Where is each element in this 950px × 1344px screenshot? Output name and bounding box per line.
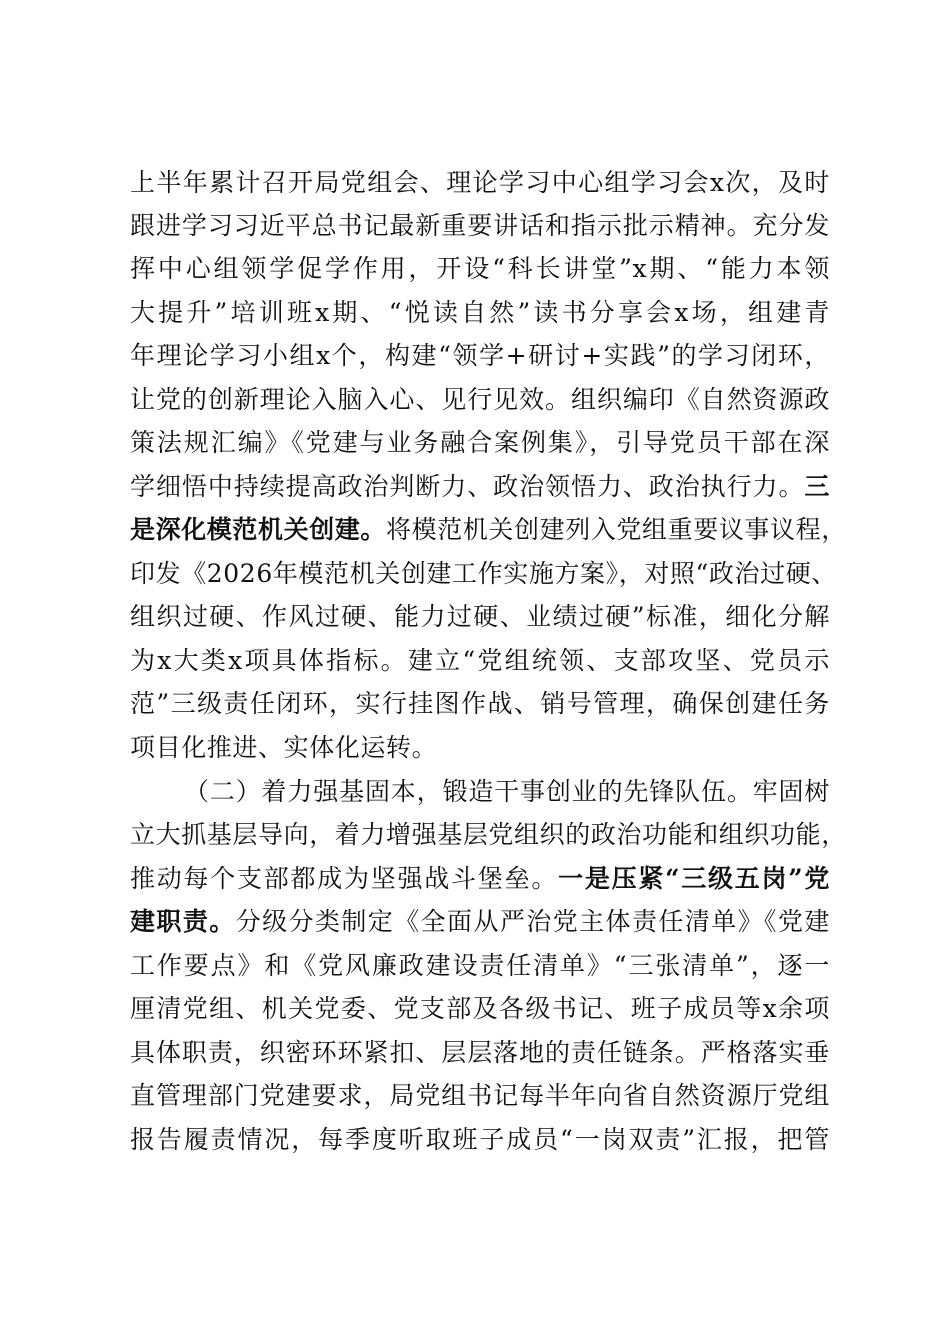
section-heading-line — [184, 772, 830, 812]
body-line — [130, 380, 830, 420]
text-run: 立大抓基层导向，着力增强基层党组织的政治功能和组织功能， — [130, 820, 847, 849]
body-line — [130, 684, 830, 724]
body-line — [130, 946, 830, 986]
text-run: 跟进学习习近平总书记最新重要讲话和指示批示精神。充分发 — [130, 211, 830, 240]
body-line — [130, 597, 830, 637]
text-run: 学细悟中持续提高政治判断力、政治领悟力、政治执行力。 — [130, 472, 805, 501]
bold-heading-run: 是深化模范机关创建。 — [130, 515, 387, 544]
body-line — [130, 510, 847, 550]
body-line — [130, 989, 830, 1029]
body-line — [130, 1076, 830, 1116]
text-run: 推动每个支部都成为坚强战斗堡垒。 — [130, 864, 559, 893]
text-run: 工作要点》和《党风廉政建设责任清单》“三张清单”，逐一 — [130, 951, 830, 980]
body-line — [130, 293, 830, 333]
body-line — [130, 641, 830, 681]
text-run: 为x大类x项具体指标。建立“党组统领、支部攻坚、党员示 — [130, 646, 830, 675]
body-line — [130, 902, 830, 942]
text-run: 让党的创新理论入脑入心、见行见效。组织编印《自然资源政 — [130, 385, 830, 414]
body-line — [130, 859, 830, 899]
text-run: 组织过硬、作风过硬、能力过硬、业绩过硬”标准，细化分解 — [130, 602, 830, 631]
body-line — [130, 423, 830, 463]
text-run: 厘清党组、机关党委、党支部及各级书记、班子成员等x余项 — [130, 994, 830, 1023]
body-line — [130, 1120, 830, 1160]
text-run: 报告履责情况，每季度听取班子成员“一岗双责”汇报，把管 — [130, 1125, 830, 1154]
text-run: 具体职责，织密环环紧扣、层层落地的责任链条。严格落实垂 — [130, 1038, 830, 1067]
text-run: 项目化推进、实体化运转。 — [130, 733, 438, 762]
body-line — [130, 163, 830, 203]
bold-heading-run: 三 — [804, 472, 830, 501]
body-line — [130, 336, 830, 376]
body-line — [130, 206, 830, 246]
text-run: 上半年累计召开局党组会、理论学习中心组学习会x次，及时 — [130, 168, 830, 197]
text-run: 印发《2026年模范机关创建工作实施方案》，对照“政治过硬、 — [130, 559, 837, 588]
text-run: 将模范机关创建列入党组重要议事议程， — [386, 515, 847, 544]
text-run: 策法规汇编》《党建与业务融合案例集》，引导党员干部在深 — [130, 428, 830, 457]
body-line — [130, 728, 830, 768]
bold-heading-run: 建职责。 — [130, 907, 236, 936]
body-line — [130, 815, 847, 855]
text-run: 范”三级责任闭环，实行挂图作战、销号管理，确保创建任务 — [130, 689, 830, 718]
bold-heading-run: 一是压紧“三级五岗”党 — [558, 864, 830, 893]
body-line — [130, 554, 837, 594]
body-line — [130, 1033, 830, 1073]
text-run: 直管理部门党建要求，局党组书记每半年向省自然资源厅党组 — [130, 1081, 830, 1110]
text-run: 挥中心组领学促学作用，开设“科长讲堂”x期、“能力本领 — [130, 254, 830, 283]
body-line — [130, 467, 830, 507]
text-run: 大提升”培训班x期、“悦读自然”读书分享会x场，组建青 — [130, 298, 830, 327]
text-run: 分级分类制定《全面从严治党主体责任清单》《党建 — [235, 907, 830, 936]
text-run: （二）着力强基固本，锻造干事创业的先锋队伍。牢固树 — [184, 777, 830, 806]
text-run: 年理论学习小组x个，构建“领学+研讨+实践”的学习闭环， — [130, 341, 830, 370]
body-line — [130, 249, 830, 289]
